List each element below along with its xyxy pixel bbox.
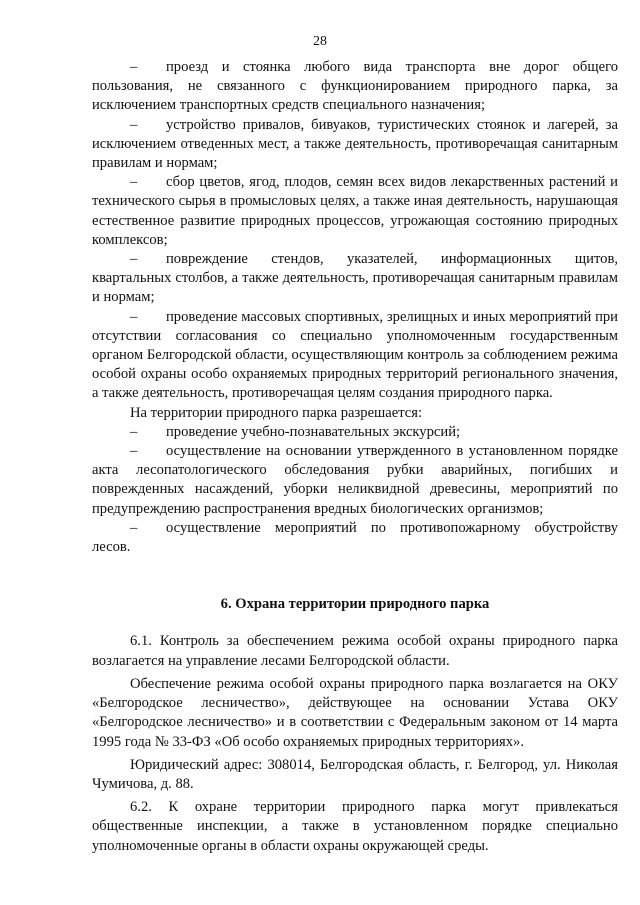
list-item-text: осуществление мероприятий по противопожарному обустройству лесов. (92, 519, 618, 556)
list-item-text: устройство привалов, бивуаков, туристических стоянок и лагерей, за исключением отведенных мест, а также деятельность, противоречащая санитарным правилам и нормам; (92, 116, 618, 172)
list-item-text: проведение учебно-познавательных экскурсий; (166, 423, 461, 440)
list-dash: – (130, 308, 138, 325)
section-paragraph: 6.2. К охране территории природного парка могут привлекаться общественные инспекции, а также в установленном порядке специально уполномоченные органы в области охраны окружающей среды. (92, 799, 618, 854)
list-item-text: проведение массовых спортивных, зрелищных и иных мероприятий при отсутствии согласования со специально уполномоченным государственным органом Белгородской области, осуществляющим контроль за соблюдением режима особой охраны особо охраняемых природных территорий регионального значения, а также деятельность, противоречащая целям создания природного парка. (92, 308, 618, 402)
list-dash: – (130, 116, 138, 133)
list-item-text: повреждение стендов, указателей, информационных щитов, квартальных столбов, а также деятельность, противоречащая санитарным правилам и нормам; (92, 251, 618, 306)
list-item-text: осуществление на основании утвержденного в установленном порядке акта лесопатологического обследования рубки аварийных, погибших и поврежденных насаждений, уборки неликвидной древесины, мероприятий по предупреждению распространения вредных биологических организмов; (92, 443, 618, 517)
list-item (92, 58, 618, 116)
section-paragraph: 6.1. Контроль за обеспечением режима особой охраны природного парка возлагается на управление лесами Белгородской области. (92, 633, 618, 669)
section-paragraph: Обеспечение режима особой охраны природного парка возлагается на ОКУ «Белгородское лесничество», действующее на основании Устава ОКУ «Белгородское лесничество» и в соответствии с Федеральным законом от 14 марта 1995 года № 33-ФЗ «Об особо охраняемых природных территориях». (92, 675, 618, 750)
list-dash: – (130, 423, 138, 440)
list-dash: – (130, 519, 138, 536)
list-item (92, 308, 618, 404)
list-item (92, 250, 618, 308)
list-dash: – (130, 59, 138, 75)
section-paragraph: Юридический адрес: 308014, Белгородская область, г. Белгород, ул. Николая Чумичова, д. 88. (92, 756, 618, 792)
allowed-intro: На территории природного парка разрешается: (130, 404, 423, 421)
list-item (92, 423, 618, 442)
section-heading: 6. Охрана территории природного парка (220, 596, 490, 613)
list-item (92, 173, 618, 250)
page-content (92, 58, 618, 856)
list-dash: – (130, 443, 138, 460)
list-item-text: сбор цветов, ягод, плодов, семян всех видов лекарственных растений и технического сырья в промысловых целях, а также иная деятельность, нарушающая естественное развитие природных процессов, угрожающая состоянию природных комплексов; (92, 174, 618, 248)
list-dash: – (130, 174, 138, 191)
list-item (92, 442, 618, 519)
list-item (92, 116, 618, 174)
list-dash: – (130, 251, 138, 268)
list-item (92, 519, 618, 557)
list-item-text: проезд и стоянка любого вида транспорта вне дорог общего пользования, не связанного с функционированием природного парка, за исключением транспортных средств специального назначения; (92, 59, 618, 114)
page-number: 28 (313, 34, 327, 49)
